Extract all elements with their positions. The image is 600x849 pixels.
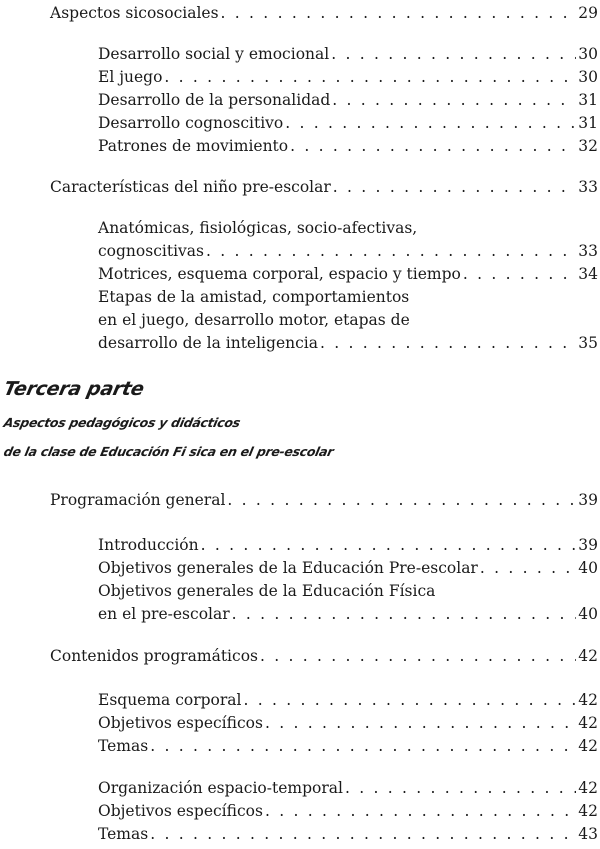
entry-label: en el pre-escolar [98, 605, 230, 623]
entry-label: Objetivos generales de la Educación Pre-escolar [98, 559, 478, 577]
page-number: 34 [578, 265, 598, 283]
page-number: 31 [578, 114, 598, 132]
toc-item [98, 218, 598, 261]
page-number: 40 [578, 559, 598, 577]
toc-item [98, 778, 598, 798]
page-number: 33 [578, 242, 598, 260]
entry-label: Objetivos específicos [98, 714, 263, 732]
toc-item [98, 287, 598, 353]
entry-label: desarrollo de la inteligencia [98, 334, 318, 352]
toc-heading-caracteristicas [50, 177, 598, 197]
toc-item [98, 67, 598, 87]
toc-item [98, 558, 598, 578]
toc-item [98, 136, 598, 156]
dot-leader [164, 67, 576, 87]
dot-leader [290, 136, 576, 156]
page-number: 39 [578, 491, 598, 509]
entry-line: Anatómicas, fisiológicas, socio-afectivas, [98, 219, 418, 237]
page-number: 32 [578, 137, 598, 155]
dot-leader [260, 646, 576, 666]
toc-heading-contenidos-programaticos [50, 646, 598, 666]
toc-item [98, 713, 598, 733]
toc-item [98, 581, 598, 624]
page-number: 43 [578, 825, 598, 843]
entry-label: Esquema corporal [98, 691, 242, 709]
entry-label: Introducción [98, 536, 199, 554]
dot-leader [201, 535, 576, 555]
page-number: 31 [578, 91, 598, 109]
entry-label: Temas [98, 737, 149, 755]
entry-label: Programación general [50, 491, 226, 509]
page-number: 40 [578, 605, 598, 623]
entry-label: Contenidos programáticos [50, 647, 258, 665]
page-number: 42 [578, 647, 598, 665]
page-number: 42 [578, 737, 598, 755]
toc-heading-aspectos-sicosociales [50, 3, 598, 23]
page-number: 42 [578, 802, 598, 820]
dot-leader [332, 90, 576, 110]
dot-leader [331, 44, 576, 64]
dot-leader [232, 604, 576, 624]
toc-item [98, 535, 598, 555]
entry-label: Desarrollo social y emocional [98, 45, 330, 63]
page-number: 42 [578, 779, 598, 797]
entry-label: Objetivos específicos [98, 802, 263, 820]
dot-leader [227, 490, 576, 510]
entry-label: Motrices, esquema corporal, espacio y tiempo [98, 265, 461, 283]
dot-leader [463, 264, 576, 284]
entry-label: El juego [98, 68, 163, 86]
dot-leader [150, 736, 576, 756]
dot-leader [206, 241, 576, 261]
part-subtitle-line1: Aspectos pedagógicos y didácticos [2, 415, 242, 430]
toc-item [98, 90, 598, 110]
toc-item [98, 44, 598, 64]
dot-leader [345, 778, 576, 798]
page-number: 30 [578, 68, 598, 86]
entry-label: cognoscitivas [98, 242, 204, 260]
toc-item [98, 824, 598, 844]
entry-label: Características del niño pre-escolar [50, 178, 331, 196]
dot-leader [150, 824, 576, 844]
toc-heading-programacion-general [50, 490, 598, 510]
dot-leader [480, 558, 576, 578]
entry-label: Aspectos sicosociales [50, 4, 219, 22]
toc-item [98, 264, 598, 284]
page-number: 42 [578, 691, 598, 709]
page-number: 35 [578, 334, 598, 352]
entry-label: Desarrollo de la personalidad [98, 91, 331, 109]
toc-item [98, 801, 598, 821]
page-number: 29 [578, 4, 598, 22]
toc-item [98, 690, 598, 710]
dot-leader [265, 713, 576, 733]
dot-leader [221, 3, 576, 23]
page-number: 30 [578, 45, 598, 63]
page-number: 33 [578, 178, 598, 196]
dot-leader [320, 333, 576, 353]
entry-line: en el juego, desarrollo motor, etapas de [98, 311, 410, 329]
dot-leader [244, 690, 577, 710]
toc-item [98, 113, 598, 133]
dot-leader [333, 177, 576, 197]
entry-label: Patrones de movimiento [98, 137, 289, 155]
entry-line: Objetivos generales de la Educación Física [98, 582, 436, 600]
page-number: 42 [578, 714, 598, 732]
page-number: 39 [578, 536, 598, 554]
entry-label: Temas [98, 825, 149, 843]
entry-label: Organización espacio-temporal [98, 779, 343, 797]
entry-label: Desarrollo cognoscitivo [98, 114, 284, 132]
entry-line: Etapas de la amistad, comportamientos [98, 288, 410, 306]
dot-leader [285, 113, 576, 133]
dot-leader [265, 801, 576, 821]
part-title: Tercera parte [1, 378, 146, 400]
part-subtitle-line2: de la clase de Educación Fi sica en el pre-escolar [2, 444, 335, 459]
toc-item [98, 736, 598, 756]
